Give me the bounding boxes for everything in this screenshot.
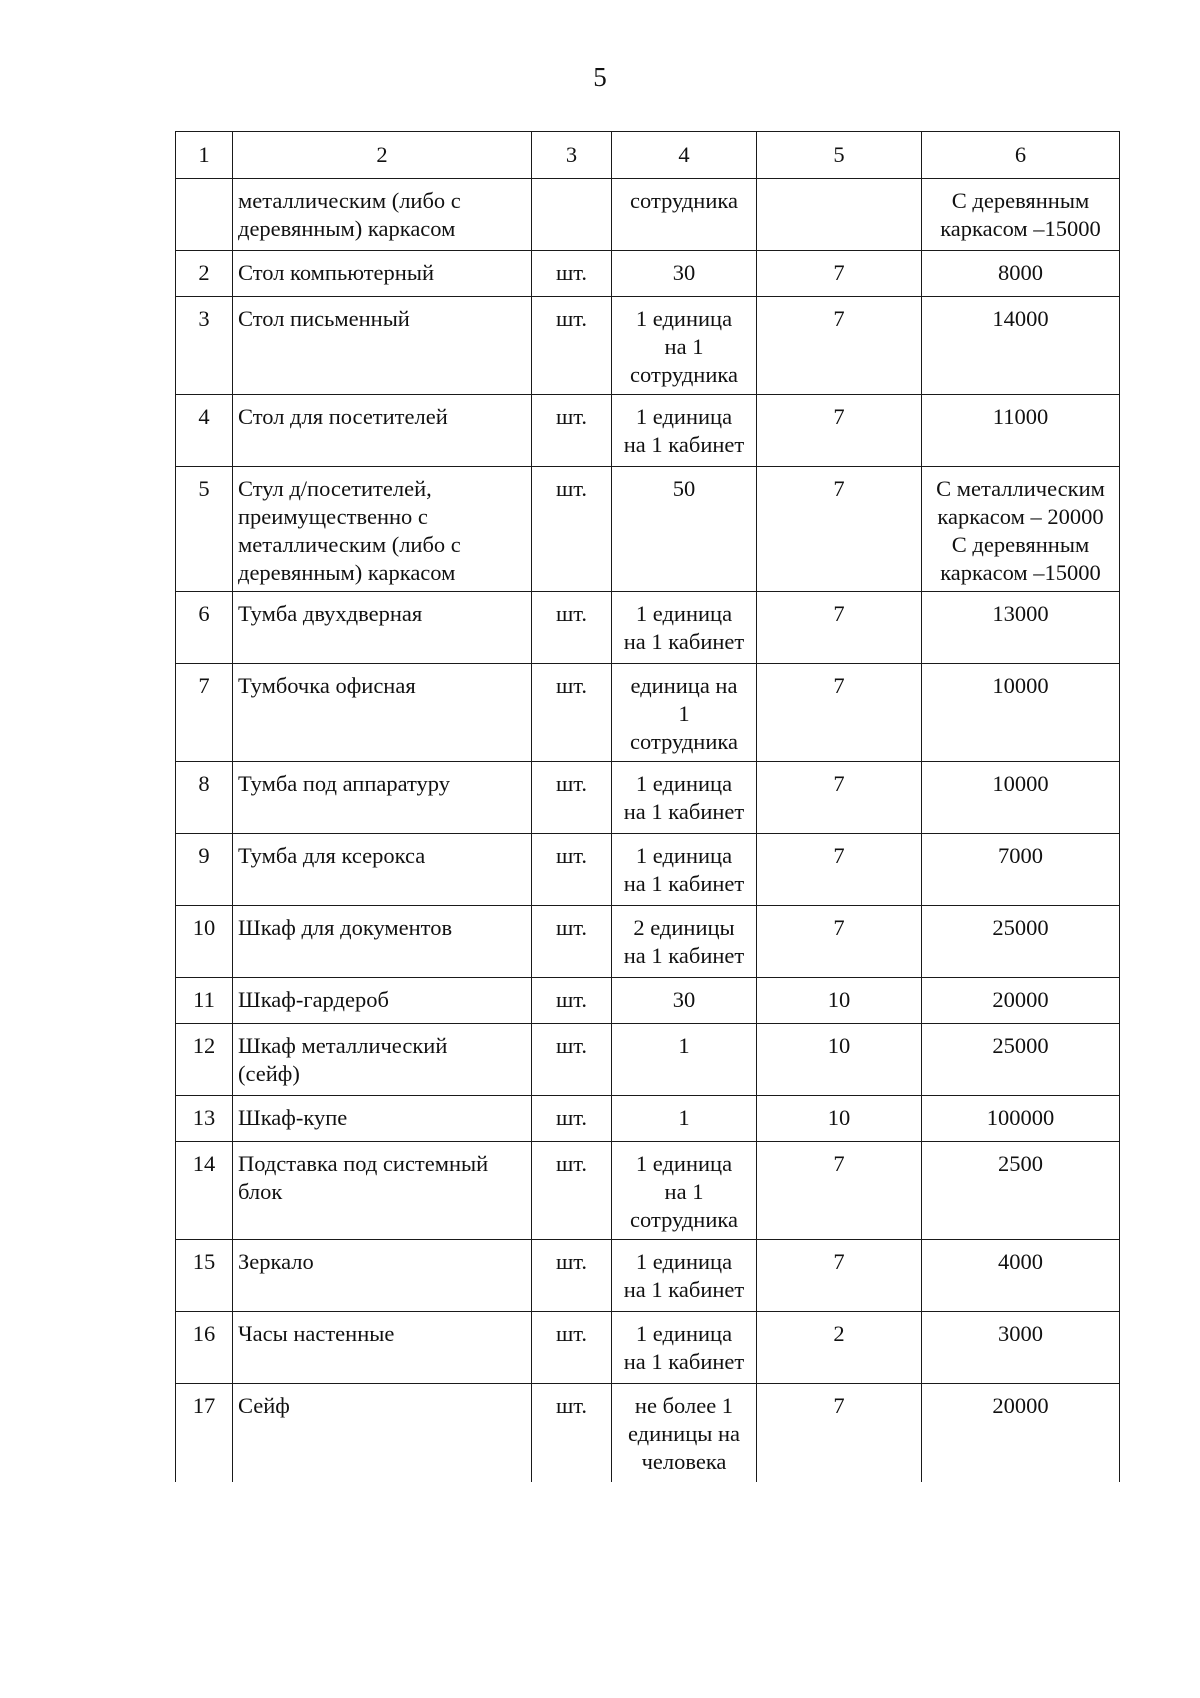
max-price (922, 395, 1120, 467)
item-name-line: (сейф) (238, 1061, 300, 1086)
row-number: 15 (176, 1240, 233, 1312)
quantity-norm-line: 30 (672, 260, 696, 285)
unit-of-measure: шт. (532, 1142, 612, 1240)
max-price-line: 11000 (992, 404, 1049, 429)
table-row (176, 592, 1120, 664)
quantity-norm-line: сотрудника (630, 1207, 738, 1232)
quantity-norm-line: 1 единица (635, 601, 733, 626)
row-number: 11 (176, 978, 233, 1024)
quantity-norm-line: 1 единица (635, 306, 733, 331)
max-price-line: 100000 (986, 1105, 1055, 1130)
quantity-norm (612, 1142, 757, 1240)
row-number: 6 (176, 592, 233, 664)
quantity-norm-line: единица на (630, 673, 738, 698)
item-name-line: деревянным) каркасом (238, 216, 456, 241)
quantity-norm (612, 664, 757, 762)
item-name-line: Сейф (238, 1393, 290, 1418)
service-life-years: 10 (757, 1024, 922, 1096)
item-name-line: Шкаф металлический (238, 1033, 448, 1058)
item-name-line: Стол письменный (238, 306, 410, 331)
item-name-line: Тумба для ксерокса (238, 843, 426, 868)
max-price (922, 467, 1120, 592)
service-life-years (757, 179, 922, 251)
quantity-norm-line: единицы на (627, 1421, 741, 1446)
service-life-years: 7 (757, 467, 922, 592)
quantity-norm-line: 1 (678, 1105, 690, 1130)
quantity-norm-line: 1 (678, 701, 690, 726)
quantity-norm (612, 395, 757, 467)
quantity-norm-line: на 1 кабинет (623, 799, 745, 824)
table-row (176, 1384, 1120, 1482)
row-number (176, 179, 233, 251)
row-number: 5 (176, 467, 233, 592)
quantity-norm-line: на 1 кабинет (623, 432, 745, 457)
max-price-line: 2500 (998, 1151, 1043, 1176)
service-life-years: 7 (757, 762, 922, 834)
row-number: 3 (176, 297, 233, 395)
service-life-years: 7 (757, 1142, 922, 1240)
max-price-line: 10000 (992, 771, 1049, 796)
row-number: 9 (176, 834, 233, 906)
max-price-line: 13000 (992, 601, 1049, 626)
table-header-row (176, 132, 1120, 179)
max-price-line: С деревянным (951, 532, 1090, 557)
max-price-line: 8000 (998, 260, 1043, 285)
table-row (176, 179, 1120, 251)
table-row (176, 1312, 1120, 1384)
table-row (176, 467, 1120, 592)
unit-of-measure: шт. (532, 978, 612, 1024)
max-price (922, 834, 1120, 906)
quantity-norm-line: на 1 кабинет (623, 871, 745, 896)
table-row (176, 297, 1120, 395)
quantity-norm (612, 1384, 757, 1482)
quantity-norm-line: не более 1 (634, 1393, 734, 1418)
service-life-years: 7 (757, 251, 922, 297)
max-price-line: С деревянным (951, 188, 1090, 213)
item-name (233, 179, 532, 251)
item-name (233, 395, 532, 467)
quantity-norm (612, 297, 757, 395)
table-row (176, 834, 1120, 906)
quantity-norm-line: на 1 кабинет (623, 629, 745, 654)
item-name-line: Подставка под системный (238, 1151, 489, 1176)
item-name-line: деревянным) каркасом (238, 560, 456, 585)
max-price (922, 664, 1120, 762)
max-price (922, 1096, 1120, 1142)
unit-of-measure: шт. (532, 906, 612, 978)
unit-of-measure: шт. (532, 1240, 612, 1312)
quantity-norm (612, 1240, 757, 1312)
item-name-line: Тумба под аппаратуру (238, 771, 450, 796)
quantity-norm (612, 834, 757, 906)
quantity-norm-line: 1 (678, 1033, 690, 1058)
max-price-line: 10000 (992, 673, 1049, 698)
item-name (233, 1024, 532, 1096)
quantity-norm-line: 1 единица (635, 404, 733, 429)
max-price-line: 3000 (998, 1321, 1043, 1346)
table-row (176, 1024, 1120, 1096)
quantity-norm-line: 1 единица (635, 1321, 733, 1346)
max-price-line: 4000 (998, 1249, 1043, 1274)
unit-of-measure: шт. (532, 664, 612, 762)
quantity-norm-line: 30 (672, 987, 696, 1012)
unit-of-measure: шт. (532, 395, 612, 467)
item-name-line: Шкаф для документов (238, 915, 453, 940)
table-row (176, 664, 1120, 762)
max-price (922, 978, 1120, 1024)
column-number-6: 6 (922, 132, 1120, 179)
quantity-norm (612, 179, 757, 251)
item-name-line: Шкаф-гардероб (238, 987, 389, 1012)
table-row (176, 395, 1120, 467)
service-life-years: 7 (757, 664, 922, 762)
max-price (922, 906, 1120, 978)
furniture-norms-table (175, 131, 1120, 1482)
row-number: 13 (176, 1096, 233, 1142)
quantity-norm-line: 1 единица (635, 1249, 733, 1274)
max-price-line: 7000 (998, 843, 1043, 868)
item-name-line: Тумба двухдверная (238, 601, 423, 626)
service-life-years: 7 (757, 592, 922, 664)
quantity-norm-line: на 1 кабинет (623, 1277, 745, 1302)
row-number: 10 (176, 906, 233, 978)
page-number: 5 (593, 62, 607, 92)
quantity-norm-line: на 1 кабинет (623, 943, 745, 968)
quantity-norm (612, 978, 757, 1024)
item-name-line: Стол компьютерный (238, 260, 434, 285)
item-name-line: Часы настенные (238, 1321, 395, 1346)
unit-of-measure: шт. (532, 1024, 612, 1096)
item-name (233, 297, 532, 395)
quantity-norm-line: сотрудника (630, 188, 738, 213)
service-life-years: 10 (757, 978, 922, 1024)
unit-of-measure: шт. (532, 762, 612, 834)
unit-of-measure: шт. (532, 834, 612, 906)
quantity-norm-line: на 1 (664, 1179, 704, 1204)
quantity-norm-line: человека (641, 1449, 727, 1474)
item-name-line: Шкаф-купе (238, 1105, 348, 1130)
max-price-line: каркасом –15000 (940, 216, 1101, 241)
service-life-years: 10 (757, 1096, 922, 1142)
row-number: 2 (176, 251, 233, 297)
max-price (922, 179, 1120, 251)
item-name-line: блок (238, 1179, 283, 1204)
item-name (233, 1384, 532, 1482)
item-name (233, 1096, 532, 1142)
item-name-line: Стул д/посетителей, (238, 476, 432, 501)
column-number-3: 3 (532, 132, 612, 179)
quantity-norm-line: 50 (672, 476, 696, 501)
service-life-years: 7 (757, 1240, 922, 1312)
item-name (233, 592, 532, 664)
quantity-norm-line: 2 единицы (633, 915, 735, 940)
service-life-years: 2 (757, 1312, 922, 1384)
service-life-years: 7 (757, 1384, 922, 1482)
max-price (922, 1384, 1120, 1482)
unit-of-measure: шт. (532, 251, 612, 297)
item-name (233, 251, 532, 297)
quantity-norm-line: на 1 кабинет (623, 1349, 745, 1374)
row-number: 12 (176, 1024, 233, 1096)
table-row (176, 978, 1120, 1024)
item-name-line: металлическим (либо с (238, 188, 461, 213)
item-name (233, 1312, 532, 1384)
service-life-years: 7 (757, 297, 922, 395)
max-price (922, 251, 1120, 297)
max-price-line: каркасом – 20000 (937, 504, 1104, 529)
row-number: 17 (176, 1384, 233, 1482)
table-row (176, 906, 1120, 978)
item-name (233, 1142, 532, 1240)
quantity-norm-line: сотрудника (630, 362, 738, 387)
quantity-norm-line: 1 единица (635, 771, 733, 796)
max-price (922, 762, 1120, 834)
item-name (233, 467, 532, 592)
max-price-line: 20000 (992, 987, 1049, 1012)
item-name (233, 664, 532, 762)
table-row (176, 1240, 1120, 1312)
unit-of-measure: шт. (532, 1096, 612, 1142)
unit-of-measure: шт. (532, 592, 612, 664)
quantity-norm (612, 592, 757, 664)
item-name (233, 906, 532, 978)
unit-of-measure: шт. (532, 1312, 612, 1384)
item-name (233, 834, 532, 906)
unit-of-measure: шт. (532, 1384, 612, 1482)
row-number: 7 (176, 664, 233, 762)
item-name-line: металлическим (либо с (238, 532, 461, 557)
quantity-norm (612, 467, 757, 592)
quantity-norm (612, 906, 757, 978)
column-number-2: 2 (233, 132, 532, 179)
service-life-years: 7 (757, 395, 922, 467)
table-row (176, 762, 1120, 834)
quantity-norm-line: на 1 (664, 334, 704, 359)
item-name (233, 762, 532, 834)
max-price (922, 1312, 1120, 1384)
item-name (233, 978, 532, 1024)
quantity-norm (612, 1024, 757, 1096)
max-price-line: С металлическим (936, 476, 1105, 501)
max-price (922, 1142, 1120, 1240)
quantity-norm-line: 1 единица (635, 843, 733, 868)
item-name (233, 1240, 532, 1312)
max-price-line: каркасом –15000 (940, 560, 1101, 585)
quantity-norm (612, 1312, 757, 1384)
service-life-years: 7 (757, 834, 922, 906)
unit-of-measure (532, 179, 612, 251)
item-name-line: преимущественно с (238, 504, 428, 529)
table-row (176, 1142, 1120, 1240)
item-name-line: Зеркало (238, 1249, 314, 1274)
item-name-line: Стол для посетителей (238, 404, 448, 429)
quantity-norm-line: сотрудника (630, 729, 738, 754)
quantity-norm-line: 1 единица (635, 1151, 733, 1176)
row-number: 16 (176, 1312, 233, 1384)
column-number-5: 5 (757, 132, 922, 179)
unit-of-measure: шт. (532, 467, 612, 592)
max-price (922, 1024, 1120, 1096)
row-number: 14 (176, 1142, 233, 1240)
table-row (176, 1096, 1120, 1142)
max-price (922, 297, 1120, 395)
column-number-4: 4 (612, 132, 757, 179)
max-price-line: 20000 (992, 1393, 1049, 1418)
item-name-line: Тумбочка офисная (238, 673, 416, 698)
max-price-line: 25000 (992, 1033, 1049, 1058)
service-life-years: 7 (757, 906, 922, 978)
table-row (176, 251, 1120, 297)
max-price-line: 14000 (992, 306, 1049, 331)
unit-of-measure: шт. (532, 297, 612, 395)
row-number: 8 (176, 762, 233, 834)
row-number: 4 (176, 395, 233, 467)
max-price (922, 1240, 1120, 1312)
quantity-norm (612, 762, 757, 834)
column-number-1: 1 (176, 132, 233, 179)
quantity-norm (612, 1096, 757, 1142)
quantity-norm (612, 251, 757, 297)
max-price-line: 25000 (992, 915, 1049, 940)
max-price (922, 592, 1120, 664)
